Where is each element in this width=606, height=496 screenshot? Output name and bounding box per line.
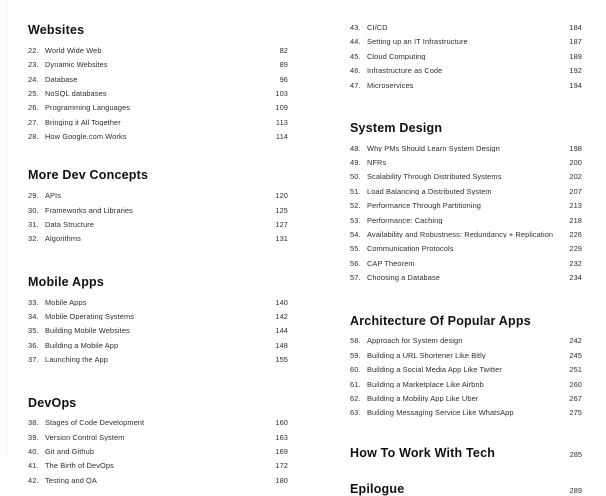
toc-entry[interactable] bbox=[28, 90, 288, 104]
toc-entry[interactable] bbox=[350, 202, 582, 216]
entry-page-number: 127 bbox=[275, 220, 288, 230]
entry-page-number: 251 bbox=[569, 365, 582, 375]
section-heading-architecture-of-popular-apps: Architecture Of Popular Apps bbox=[350, 313, 531, 328]
entry-number: 51. bbox=[350, 186, 361, 196]
entry-title: Git and Github bbox=[45, 448, 95, 456]
toc-entry[interactable] bbox=[350, 231, 582, 245]
entry-title: NoSQL databases bbox=[45, 89, 107, 98]
entry-number: 28. bbox=[28, 132, 39, 142]
entry-number: 29. bbox=[28, 191, 39, 201]
section-heading-more-dev-concepts: More Dev Concepts bbox=[28, 168, 149, 183]
toc-entry[interactable] bbox=[350, 274, 582, 288]
toc-entry[interactable] bbox=[350, 188, 582, 202]
toc-entry[interactable] bbox=[28, 419, 288, 433]
entry-title: Version Control System bbox=[45, 433, 125, 442]
toc-entry[interactable] bbox=[350, 217, 582, 231]
toc-entry[interactable] bbox=[28, 47, 288, 61]
entry-list-websites bbox=[28, 47, 288, 148]
entry-number: 30. bbox=[28, 205, 39, 215]
entry-number: 34. bbox=[28, 311, 39, 321]
toc-entry[interactable] bbox=[350, 381, 582, 395]
entry-title: Communication Protocols bbox=[367, 245, 454, 253]
entry-number: 59. bbox=[350, 350, 361, 360]
toc-entry[interactable] bbox=[28, 119, 288, 133]
toc-entry[interactable] bbox=[28, 313, 288, 327]
toc-entry[interactable] bbox=[350, 245, 582, 259]
entry-title: Performance: Caching bbox=[367, 216, 443, 225]
entry-title: CI/CD bbox=[367, 24, 388, 32]
entry-title: Frameworks and Libraries bbox=[45, 206, 133, 215]
entry-number: 62. bbox=[350, 393, 361, 403]
entry-title: Availability and Robustness: Redundancy + Replication bbox=[367, 231, 554, 239]
entry-number: 25. bbox=[28, 88, 39, 98]
entry-list-devops-continued bbox=[350, 24, 582, 96]
entry-title: CAP Theorem bbox=[367, 259, 415, 268]
entry-number: 61. bbox=[350, 379, 361, 389]
entry-page-number: 140 bbox=[275, 297, 288, 307]
entry-title: Choosing a Database bbox=[367, 274, 440, 282]
toc-entry[interactable] bbox=[28, 76, 288, 90]
entry-title: Algorithms bbox=[45, 235, 81, 243]
entry-title: Performance Through Partitioning bbox=[367, 202, 481, 210]
entry-page-number: 198 bbox=[569, 143, 582, 153]
entry-title: Building a Mobility App Like Uber bbox=[367, 394, 479, 403]
entry-number: 32. bbox=[28, 234, 39, 244]
entry-page-number: 194 bbox=[569, 80, 582, 90]
big-entry-page-number: 289 bbox=[569, 485, 582, 495]
entry-title: How Google.com Works bbox=[45, 133, 127, 141]
toc-entry[interactable] bbox=[28, 448, 288, 462]
entry-page-number: 207 bbox=[569, 186, 582, 196]
entry-title: Mobile Operating Systems bbox=[45, 312, 135, 321]
entry-title: Setting up an IT Infrastructure bbox=[367, 38, 468, 46]
toc-entry[interactable] bbox=[28, 192, 288, 206]
toc-entry[interactable] bbox=[350, 260, 582, 274]
entry-title: Building a Social Media App Like Twitter bbox=[367, 366, 502, 374]
entry-number: 42. bbox=[28, 475, 39, 485]
toc-entry[interactable] bbox=[350, 159, 582, 173]
entry-page-number: 275 bbox=[569, 408, 582, 418]
toc-section-devops bbox=[28, 397, 288, 492]
section-heading-system-design: System Design bbox=[350, 120, 443, 135]
entry-page-number: 148 bbox=[275, 340, 288, 350]
entry-number: 31. bbox=[28, 220, 39, 230]
entry-list-mobile-apps bbox=[28, 299, 288, 371]
entry-title: The Birth of DevOps bbox=[45, 462, 114, 470]
toc-entry[interactable] bbox=[28, 462, 288, 476]
entry-page-number: 267 bbox=[569, 393, 582, 403]
entry-page-number: 96 bbox=[279, 74, 288, 84]
toc-entry-how-to-work-with-tech[interactable] bbox=[350, 446, 582, 460]
toc-entry[interactable] bbox=[350, 67, 582, 81]
entry-list-system-design bbox=[350, 145, 582, 289]
entry-number: 60. bbox=[350, 365, 361, 375]
toc-entry[interactable] bbox=[28, 434, 288, 448]
toc-entry[interactable] bbox=[28, 356, 288, 370]
entry-page-number: 142 bbox=[275, 311, 288, 321]
entry-page-number: 229 bbox=[569, 244, 582, 254]
entry-number: 37. bbox=[28, 355, 39, 365]
entry-title: Data Structure bbox=[45, 221, 95, 229]
entry-page-number: 192 bbox=[569, 66, 582, 76]
entry-title: Cloud Computing bbox=[367, 52, 426, 61]
toc-section-system-design bbox=[350, 122, 582, 289]
entry-number: 48. bbox=[350, 143, 361, 153]
toc-entry[interactable] bbox=[28, 207, 288, 221]
entry-number: 35. bbox=[28, 326, 39, 336]
entry-number: 52. bbox=[350, 201, 361, 211]
toc-entry[interactable] bbox=[28, 477, 288, 491]
entry-number: 58. bbox=[350, 336, 361, 346]
toc-entry[interactable] bbox=[350, 145, 582, 159]
entry-page-number: 109 bbox=[275, 103, 288, 113]
toc-column-right bbox=[302, 0, 606, 496]
toc-entry[interactable] bbox=[28, 327, 288, 341]
big-entry-page-number: 285 bbox=[569, 449, 582, 459]
entry-number: 44. bbox=[350, 37, 361, 47]
entry-title: Building a URL Shortener Like Bitly bbox=[367, 351, 486, 360]
toc-entry[interactable] bbox=[28, 133, 288, 147]
entry-title: Why PMs Should Learn System Design bbox=[367, 144, 500, 153]
entry-title: Scalability Through Distributed Systems bbox=[367, 173, 502, 181]
entry-title: Bringing it All Together bbox=[45, 118, 121, 127]
entry-page-number: 113 bbox=[275, 117, 288, 127]
entry-number: 47. bbox=[350, 80, 361, 90]
entry-title: NFRs bbox=[367, 159, 387, 167]
entry-title: Microservices bbox=[367, 81, 414, 89]
entry-title: Programming Languages bbox=[45, 104, 131, 112]
toc-entry[interactable] bbox=[350, 24, 582, 38]
entry-page-number: 144 bbox=[275, 326, 288, 336]
entry-number: 38. bbox=[28, 418, 39, 428]
toc-section-more-dev-concepts bbox=[28, 169, 288, 249]
entry-page-number: 89 bbox=[279, 60, 288, 70]
entry-number: 26. bbox=[28, 103, 39, 113]
entry-list-architecture-of-popular-apps bbox=[350, 337, 582, 423]
entry-number: 53. bbox=[350, 215, 361, 225]
entry-page-number: 218 bbox=[569, 215, 582, 225]
entry-number: 56. bbox=[350, 258, 361, 268]
toc-entry[interactable] bbox=[350, 82, 582, 96]
toc-entry[interactable] bbox=[28, 221, 288, 235]
entry-number: 46. bbox=[350, 66, 361, 76]
toc-entry[interactable] bbox=[28, 61, 288, 75]
section-heading-devops: DevOps bbox=[28, 395, 77, 410]
toc-entry[interactable] bbox=[350, 38, 582, 52]
entry-page-number: 114 bbox=[275, 132, 288, 142]
entry-page-number: 131 bbox=[275, 234, 288, 244]
entry-page-number: 155 bbox=[275, 355, 288, 365]
entry-page-number: 232 bbox=[569, 258, 582, 268]
entry-page-number: 163 bbox=[275, 432, 288, 442]
entry-number: 33. bbox=[28, 297, 39, 307]
entry-number: 23. bbox=[28, 60, 39, 70]
entry-title: Approach for System design bbox=[367, 337, 463, 345]
toc-column-left bbox=[0, 0, 302, 485]
entry-list-devops bbox=[28, 419, 288, 491]
entry-page-number: 103 bbox=[275, 88, 288, 98]
toc-entry[interactable] bbox=[28, 235, 288, 249]
entry-number: 50. bbox=[350, 172, 361, 182]
entry-page-number: 120 bbox=[275, 191, 288, 201]
entry-title: Dynamic Websites bbox=[45, 61, 108, 69]
entry-title: Building a Marketplace Like Airbnb bbox=[367, 380, 484, 388]
entry-title: Building Mobile Websites bbox=[45, 327, 130, 335]
toc-entry[interactable] bbox=[350, 352, 582, 366]
entry-page-number: 242 bbox=[569, 336, 582, 346]
entry-number: 40. bbox=[28, 447, 39, 457]
entry-title: Mobile Apps bbox=[45, 298, 87, 306]
toc-entry[interactable] bbox=[28, 104, 288, 118]
entry-title: Building Messaging Service Like WhatsApp bbox=[367, 409, 514, 417]
entry-number: 27. bbox=[28, 117, 39, 127]
toc-entry[interactable] bbox=[28, 342, 288, 356]
entry-page-number: 169 bbox=[275, 447, 288, 457]
toc-entry[interactable] bbox=[350, 395, 582, 409]
entry-title: Database bbox=[45, 75, 78, 83]
entry-title: Load Balancing a Distributed System bbox=[367, 187, 492, 196]
entry-page-number: 125 bbox=[275, 205, 288, 215]
entry-title: Building a Mobile App bbox=[45, 341, 119, 350]
entry-number: 63. bbox=[350, 408, 361, 418]
entry-number: 55. bbox=[350, 244, 361, 254]
entry-number: 57. bbox=[350, 273, 361, 283]
toc-section-devops-continued bbox=[350, 24, 582, 96]
big-entry-title: How To Work With Tech bbox=[350, 445, 496, 460]
entry-number: 22. bbox=[28, 45, 39, 55]
entry-title: Testing and QA bbox=[45, 476, 97, 485]
entry-number: 41. bbox=[28, 461, 39, 471]
entry-page-number: 226 bbox=[569, 230, 582, 240]
big-entry-title: Epilogue bbox=[350, 481, 405, 496]
toc-entry[interactable] bbox=[350, 173, 582, 187]
entry-page-number: 189 bbox=[569, 51, 582, 61]
entry-page-number: 172 bbox=[275, 461, 288, 471]
entry-number: 39. bbox=[28, 432, 39, 442]
entry-number: 45. bbox=[350, 51, 361, 61]
entry-title: APIs bbox=[45, 192, 62, 200]
entry-number: 43. bbox=[350, 23, 361, 32]
toc-entry[interactable] bbox=[350, 366, 582, 380]
entry-number: 24. bbox=[28, 74, 39, 84]
toc-section-mobile-apps bbox=[28, 276, 288, 371]
toc-entry[interactable] bbox=[350, 337, 582, 351]
entry-page-number: 234 bbox=[569, 273, 582, 283]
entry-list-more-dev-concepts bbox=[28, 192, 288, 250]
entry-page-number: 160 bbox=[275, 418, 288, 428]
entry-page-number: 260 bbox=[569, 379, 582, 389]
entry-page-number: 180 bbox=[275, 475, 288, 485]
entry-number: 49. bbox=[350, 158, 361, 168]
entry-number: 54. bbox=[350, 230, 361, 240]
section-heading-mobile-apps: Mobile Apps bbox=[28, 274, 105, 289]
toc-section-websites bbox=[28, 24, 288, 147]
entry-title: Launching the App bbox=[45, 356, 108, 364]
toc-entry-epilogue[interactable] bbox=[350, 482, 582, 496]
entry-page-number: 245 bbox=[569, 350, 582, 360]
entry-page-number: 82 bbox=[279, 45, 288, 55]
entry-title: World Wide Web bbox=[45, 46, 102, 55]
entry-page-number: 202 bbox=[569, 172, 582, 182]
toc-entry[interactable] bbox=[350, 409, 582, 423]
toc-section-architecture-of-popular-apps bbox=[350, 315, 582, 424]
entry-title: Infrastructure as Code bbox=[367, 67, 443, 75]
entry-title: Stages of Code Development bbox=[45, 419, 145, 427]
entry-page-number: 184 bbox=[569, 23, 582, 32]
entry-number: 36. bbox=[28, 340, 39, 350]
toc-entry[interactable] bbox=[350, 53, 582, 67]
entry-page-number: 213 bbox=[569, 201, 582, 211]
entry-page-number: 200 bbox=[569, 158, 582, 168]
toc-entry[interactable] bbox=[28, 299, 288, 313]
entry-page-number: 187 bbox=[569, 37, 582, 47]
section-heading-websites: Websites bbox=[28, 23, 85, 37]
